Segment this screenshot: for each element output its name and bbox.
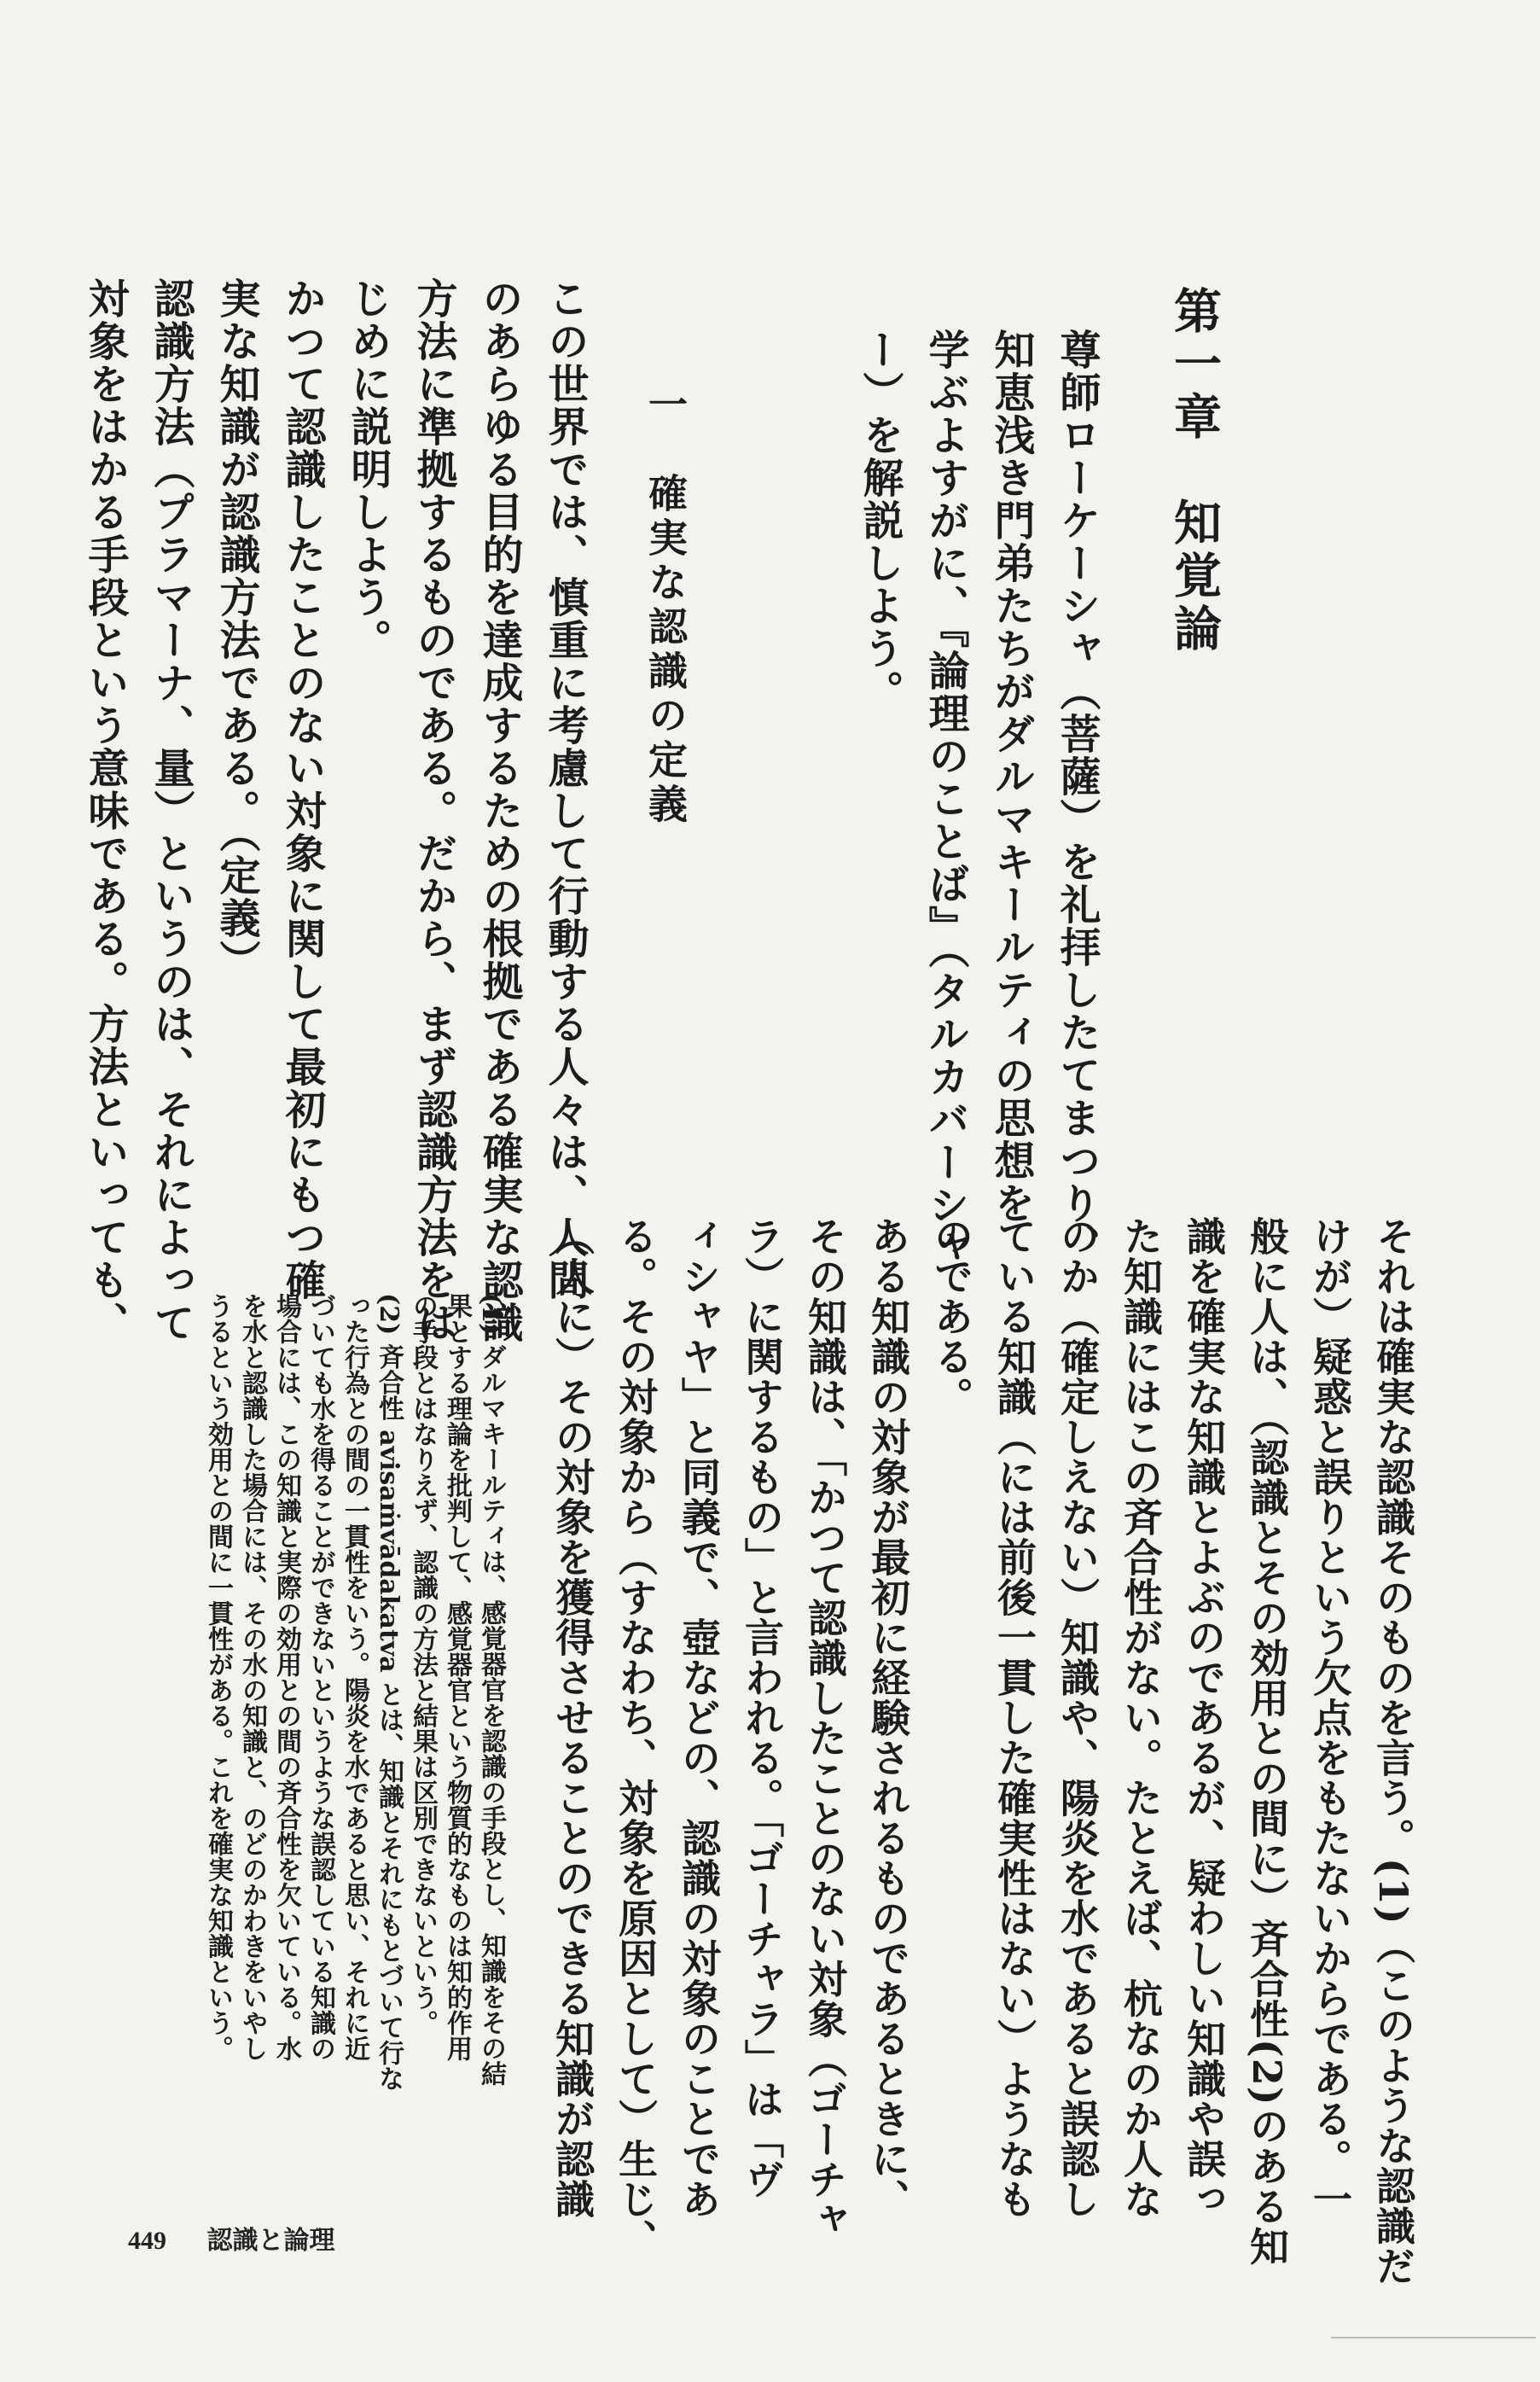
body-line: た知識にはこの斉合性がない。たとえば、杭なのか人な <box>1118 1216 1164 2219</box>
footnote-2-line: うるという効用との間に一貫性がある。これを確実な知識という。 <box>203 1293 233 2061</box>
body-line: 般に人は、（認識とその効用との間に）斉合性(2)のある知 <box>1244 1216 1290 2267</box>
body-text-lower <box>533 1216 1425 2286</box>
body-text-upper <box>81 277 597 1344</box>
intro-paragraph <box>815 329 1109 1336</box>
footnote-1-line: の手段とはなりえず、認識の方法と結果は区別できないという。 <box>408 1293 438 2035</box>
body-line: この世界では、慎重に考慮して行動する人々は、人間 <box>541 277 589 1302</box>
intro-line: 学ぶよすがに、『論理のことば』（タルカバーシャ <box>921 329 969 1269</box>
footnote-1-line: (1) ダルマキールティは、感覚器官を認識の手段とし、知識をその結 <box>476 1293 506 2087</box>
footnote-2-line: (2) 斉合性 avisaṁvādakatva とは、知識とそれにもとづいて行な <box>374 1293 404 2092</box>
body-line: ラ）に関するもの」と言われる。「ゴーチャラ」は「ヴ <box>739 1216 785 2199</box>
body-line: けが）疑惑と誤りという欠点をもたないからである。一 <box>1307 1216 1353 2219</box>
intro-line: 知恵浅き門弟たちがダルマキールティの思想を <box>987 329 1035 1225</box>
body-line: その知識は、「かつて認識したことのない対象（ゴーチャ <box>802 1216 848 2239</box>
chapter-title <box>1139 286 1241 730</box>
body-line: 実な知識が認識方法である。（定義） <box>212 277 260 982</box>
chapter-title-text: 第一章 知覚論 <box>1166 286 1223 656</box>
intro-line: 尊師ローケーシャ（菩薩）を礼拝したてまつり、 <box>1053 329 1101 1267</box>
footnote-2-line: 場合には、この知識と実際の効用との間の斉合性を欠いている。水 <box>271 1293 301 2061</box>
section-heading <box>627 384 704 862</box>
intro-line: ー）を解説しよう。 <box>856 329 904 713</box>
body-line: かつて認識したことのない対象に関して最初にもつ確 <box>278 277 326 1302</box>
body-line: 認識方法（プラマーナ、量）というのは、それによって <box>147 277 195 1344</box>
body-line: ィシャヤ」と同義で、壺などの、認識の対象のことであ <box>676 1216 722 2219</box>
footnote-2-line: った行為との間の一貫性をいう。陽炎を水であると思い、それに近 <box>340 1293 369 2061</box>
body-line: ている知識（には前後一貫した確実性はない）ようなも <box>991 1216 1037 2219</box>
body-line: 識を確実な知識とよぶのであるが、疑わしい知識や誤っ <box>1181 1216 1227 2219</box>
footnote-2-line: づいても水を得ることができないというような誤認している知識の <box>305 1293 335 2061</box>
page-number: 449 <box>128 2227 166 2255</box>
page-footer <box>128 2219 335 2257</box>
body-line: （人に）その対象を獲得させることのできる知識が認識 <box>549 1216 596 2219</box>
scan-edge-line <box>1331 2337 1536 2338</box>
body-line: ある知識の対象が最初に経験されるものであるときに、 <box>865 1216 911 2219</box>
running-title: 認識と論理 <box>206 2227 335 2255</box>
body-line: それは確実な認識そのものを言う。(1)（このような認識だ <box>1370 1216 1416 2286</box>
footnote-1-line: 果とする理論を批判して、感覚器官という物質的なものは知的作用 <box>442 1293 472 2061</box>
body-line: じめに説明しよう。 <box>344 277 392 661</box>
footnote-2-line: を水と認識した場合には、その水の知識と、のどのかわきをいやし <box>237 1293 267 2061</box>
body-line: のあらゆる目的を達成するための根拠である確実な認識 <box>475 277 523 1344</box>
section-heading-text: 一 確実な認識の定義 <box>642 384 689 828</box>
body-line: のである。 <box>928 1216 974 1417</box>
body-line: のか（確定しえない）知識や、陽炎を水であると誤認し <box>1055 1216 1101 2219</box>
footnotes <box>141 1293 508 2181</box>
body-line: 対象をはかる手段という意味である。方法といっても、 <box>81 277 129 1344</box>
body-line: 方法に準拠するものである。だから、まず認識方法をは <box>410 277 457 1344</box>
body-line: る。その対象から（すなわち、対象を原因として）生じ、 <box>613 1216 659 2259</box>
